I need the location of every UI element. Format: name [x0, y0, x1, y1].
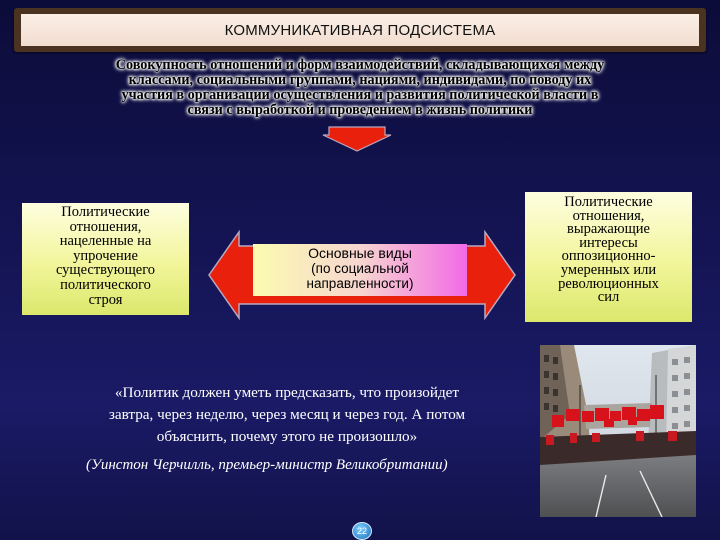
right-box-line: выражающие	[567, 221, 650, 238]
right-box-line: умеренных или	[560, 261, 657, 278]
left-box-line: упрочение	[73, 247, 138, 264]
right-box-line: сил	[597, 289, 620, 306]
center-title: Основные виды	[308, 245, 412, 261]
center-subtitle: (по социальной	[311, 261, 409, 276]
title-frame	[14, 8, 706, 52]
definition-line: связи с выработкой и проведением в жизнь политики	[187, 102, 533, 118]
quote-author: (Уинстон Черчилль, премьер-министр Великобритании)	[86, 457, 448, 473]
right-box-line: Политические	[564, 194, 653, 210]
left-box-line: политического	[60, 276, 151, 293]
definition-line: участия в организации осуществления и развития политической власти в	[121, 87, 599, 103]
page-number-badge: 22	[352, 522, 372, 540]
churchill-quote	[46, 382, 528, 448]
left-box-line: Политические	[61, 204, 150, 220]
main-types-box	[253, 244, 467, 296]
quote-line: объяснить, почему этого не произошло»	[156, 428, 418, 445]
quote-line: завтра, через неделю, через месяц и через год. А потом	[108, 406, 466, 423]
right-box-line: интересы	[579, 234, 638, 251]
left-box-line: отношения,	[69, 218, 142, 235]
right-relations-box	[525, 192, 692, 322]
quote-line: «Политик должен уметь предсказать, что произойдет	[114, 384, 460, 401]
right-box-line: революционных	[558, 275, 659, 292]
slide-title: КОММУНИКАТИВНАЯ ПОДСИСТЕМА	[21, 14, 699, 46]
left-box-line: строя	[88, 291, 123, 308]
down-arrow-icon	[321, 125, 393, 153]
definition-line: классами, социальными группами, нациями, индивидами, по поводу их	[128, 72, 592, 88]
center-subtitle: направленности)	[306, 276, 414, 291]
right-box-line: отношения,	[572, 207, 645, 224]
left-relations-box	[22, 203, 189, 315]
right-box-line: оппозиционно-	[561, 248, 656, 265]
definition-line: Совокупность отношений и форм взаимодействий, складывающихся между	[115, 57, 605, 73]
left-box-line: существующего	[55, 262, 156, 279]
left-box-line: нацеленные на	[59, 233, 152, 250]
demonstration-photo	[540, 345, 696, 517]
definition-text	[32, 58, 688, 118]
